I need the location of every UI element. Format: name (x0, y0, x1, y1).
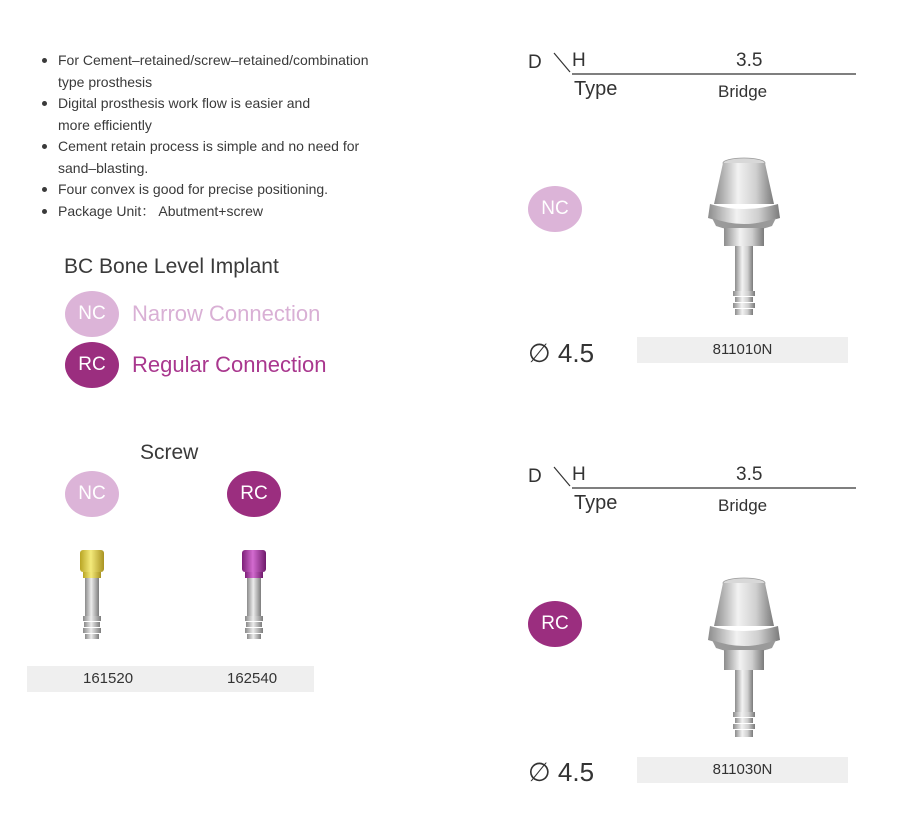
rc-badge: RC (65, 342, 119, 388)
nc-badge: NC (65, 291, 119, 337)
diameter-icon: ∅ (528, 338, 551, 368)
feature-item: For Cement–retained/screw–retained/combination type prosthesis (40, 50, 460, 93)
type-label: Type (574, 492, 618, 514)
screw-code-row (27, 666, 314, 692)
nc-screw-code: 161520 (83, 670, 134, 687)
type-value: Bridge (718, 82, 768, 101)
height-value: 3.5 (736, 50, 763, 71)
height-value: 3.5 (736, 464, 763, 485)
screw-rc-badge: RC (227, 471, 281, 517)
diameter-value: 4.5 (557, 757, 595, 787)
rc-screw-code: 162540 (227, 670, 278, 687)
diameter-1 (528, 338, 594, 369)
screw-title: Screw (140, 441, 199, 464)
d-label: D (528, 466, 542, 487)
feature-item: Digital prosthesis work flow is easier and more efficiently (40, 93, 460, 136)
narrow-connection-label: Narrow Connection (132, 301, 321, 326)
abutment-1-badge: NC (528, 186, 582, 232)
implant-title: BC Bone Level Implant (64, 255, 279, 278)
type-label: Type (574, 78, 618, 100)
nc-screw-image (72, 546, 112, 642)
abutment-2-image (702, 576, 786, 746)
feature-list (40, 50, 460, 222)
h-label: H (572, 50, 586, 71)
h-label: H (572, 464, 586, 485)
feature-item: Four convex is good for precise positioning. (40, 179, 460, 201)
type-value: Bridge (718, 496, 768, 515)
feature-item: Cement retain process is simple and no need for sand–blasting. (40, 136, 460, 179)
screw-nc-badge: NC (65, 471, 119, 517)
abutment-2-badge: RC (528, 601, 582, 647)
abutment-2-code: 811030N (637, 757, 848, 783)
abutment-1-code: 811010N (637, 337, 848, 363)
rc-screw-image (234, 546, 274, 642)
spec-header-1 (528, 50, 868, 130)
d-label: D (528, 52, 542, 73)
spec-header-2 (528, 464, 868, 544)
abutment-1-image (702, 156, 786, 322)
diameter-value: 4.5 (557, 338, 595, 368)
regular-connection-label: Regular Connection (132, 352, 327, 377)
diameter-2 (528, 757, 594, 788)
diameter-icon: ∅ (528, 757, 551, 787)
feature-item: Package Unit： Abutment+screw (40, 201, 460, 223)
